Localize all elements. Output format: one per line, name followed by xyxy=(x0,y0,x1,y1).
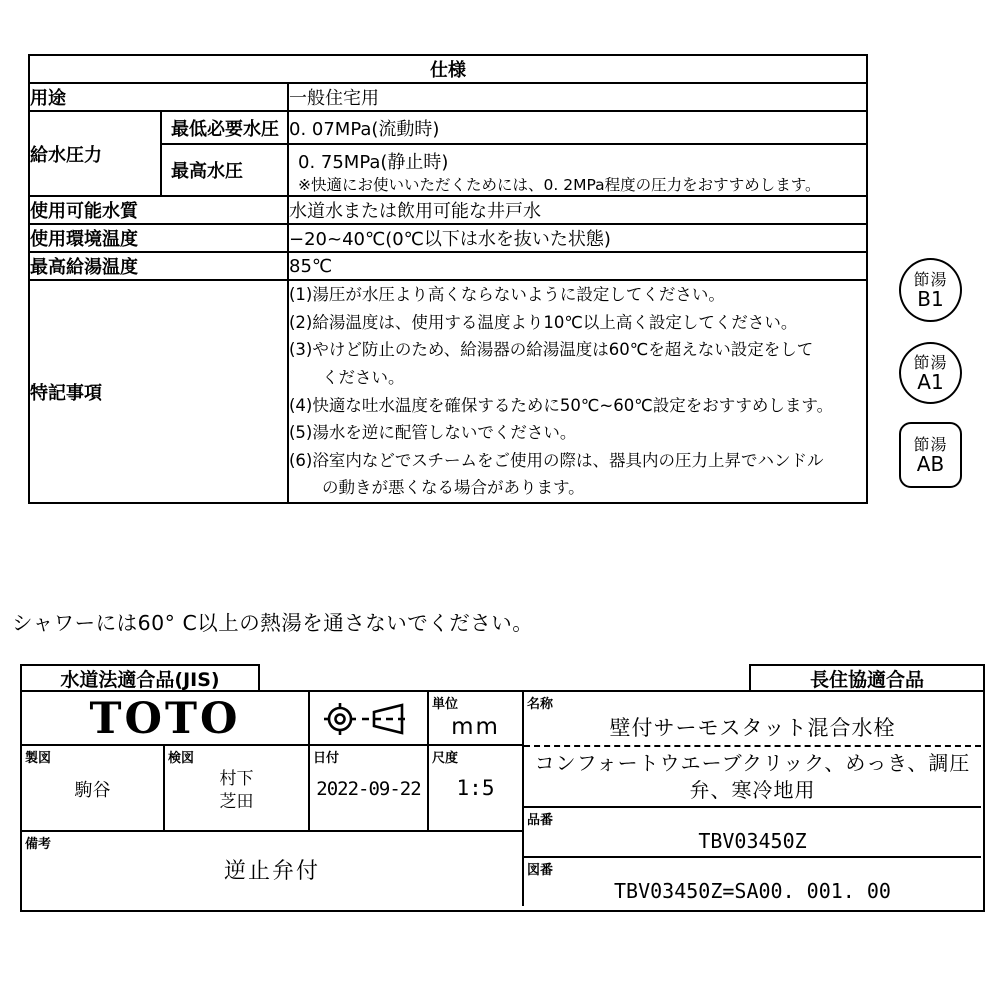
chojukyo-compliance-box xyxy=(749,664,985,692)
date-value: 2022-09-22 xyxy=(316,778,421,800)
unit-cell xyxy=(429,692,524,746)
unit-label: 単位 xyxy=(432,697,459,712)
product-description: コンフォートウエーブクリック、めっき、調圧弁、寒冷地用 xyxy=(534,751,971,802)
note-line: (2)給湯温度は、使用する温度より10℃以上高く設定してください。 xyxy=(289,312,798,332)
note-line: (5)湯水を逆に配管しないでください。 xyxy=(289,423,577,443)
product-number-cell xyxy=(524,806,981,856)
remarks-label: 備考 xyxy=(25,837,52,852)
title-block xyxy=(20,664,985,910)
note-line: (4)快適な吐水温度を確保するために50℃~60℃設定をおすすめします。 xyxy=(289,395,834,415)
eco-badge-code: A1 xyxy=(917,369,944,394)
note-line: (6)浴室内などでスチームをご使用の際は、器具内の圧力上昇でハンドル xyxy=(289,450,824,470)
max-hot-water-temp-label: 最高給湯温度 xyxy=(29,252,288,280)
drawing-number-label: 図番 xyxy=(527,863,554,878)
toto-logo: TOTO xyxy=(89,694,241,744)
product-number-value: TBV03450Z xyxy=(698,829,807,853)
eco-badge-text: 節湯 xyxy=(913,434,948,454)
logo-cell xyxy=(22,692,310,746)
checker-name-1: 村下 xyxy=(219,769,254,789)
drawing-number-value: TBV03450Z=SA00. 001. 00 xyxy=(614,879,891,903)
checker-label: 検図 xyxy=(168,751,195,766)
checker-name-2: 芝田 xyxy=(219,792,254,812)
scale-cell xyxy=(429,746,524,832)
max-hot-water-temp-value: 85℃ xyxy=(288,252,867,280)
title-block-frame xyxy=(20,690,985,912)
water-quality-value: 水道水または飲用可能な井戸水 xyxy=(288,196,867,224)
checker-cell xyxy=(165,746,310,832)
pressure-label: 給水圧力 xyxy=(29,111,161,196)
product-number-label: 品番 xyxy=(527,813,554,828)
jis-compliance-label: 水道法適合品(JIS) xyxy=(60,668,220,691)
water-quality-label: 使用可能水質 xyxy=(29,196,288,224)
jis-compliance-box xyxy=(20,664,260,692)
usage-value: 一般住宅用 xyxy=(288,83,867,111)
product-name-cell xyxy=(524,692,981,806)
note-line: の動きが悪くなる場合があります。 xyxy=(289,478,585,498)
spec-table-title: 仕様 xyxy=(29,55,867,83)
pressure-note: ※快適にお使いいただくためには、0. 2MPa程度の圧力をおすすめします。 xyxy=(298,175,821,194)
pressure-min-label: 最低必要水圧 xyxy=(161,111,288,144)
projection-cell xyxy=(310,692,429,746)
eco-badge-code: B1 xyxy=(917,286,944,311)
notes-label: 特記事項 xyxy=(29,280,288,503)
eco-badge-ab xyxy=(899,422,962,488)
eco-badge-text: 節湯 xyxy=(913,352,948,372)
date-label: 日付 xyxy=(313,751,340,766)
pressure-max-value: 0. 75MPa(静止時) xyxy=(298,151,449,173)
eco-badge-a1 xyxy=(899,342,962,404)
eco-badge-text: 節湯 xyxy=(913,269,948,289)
ambient-temp-value: −20~40℃(0℃以下は水を抜いた状態) xyxy=(288,224,867,252)
note-line: (3)やけど防止のため、給湯器の給湯温度は60℃を超えない設定をして xyxy=(289,340,814,360)
note-line: ください。 xyxy=(289,367,405,387)
unit-value: mm xyxy=(451,714,500,740)
note-line: (1)湯圧が水圧より高くならないように設定してください。 xyxy=(289,285,725,305)
eco-badge-code: AB xyxy=(916,451,945,476)
spec-table xyxy=(28,54,868,504)
product-name-label: 名称 xyxy=(527,697,554,712)
pressure-min-value: 0. 07MPa(流動時) xyxy=(288,111,867,144)
shower-warning-text: シャワーには60° C以上の熱湯を通さないでください。 xyxy=(12,611,534,635)
chojukyo-compliance-label: 長住協適合品 xyxy=(809,668,924,691)
ambient-temp-label: 使用環境温度 xyxy=(29,224,288,252)
drawing-number-cell xyxy=(524,856,981,910)
drafter-label: 製図 xyxy=(25,751,52,766)
usage-label: 用途 xyxy=(29,83,288,111)
remarks-cell xyxy=(22,832,524,906)
pressure-max-label: 最高水圧 xyxy=(161,144,288,196)
product-name-value: 壁付サーモスタット混合水栓 xyxy=(609,716,896,740)
notes-cell xyxy=(288,280,867,503)
dashed-divider xyxy=(524,745,981,747)
drafter-name: 駒谷 xyxy=(74,780,111,801)
scale-label: 尺度 xyxy=(432,751,459,766)
scale-value: 1:5 xyxy=(456,776,495,800)
drafter-cell xyxy=(22,746,165,832)
third-angle-projection-icon xyxy=(310,692,429,746)
eco-badge-b1 xyxy=(899,258,962,322)
date-cell xyxy=(310,746,429,832)
remarks-value: 逆止弁付 xyxy=(223,859,320,884)
